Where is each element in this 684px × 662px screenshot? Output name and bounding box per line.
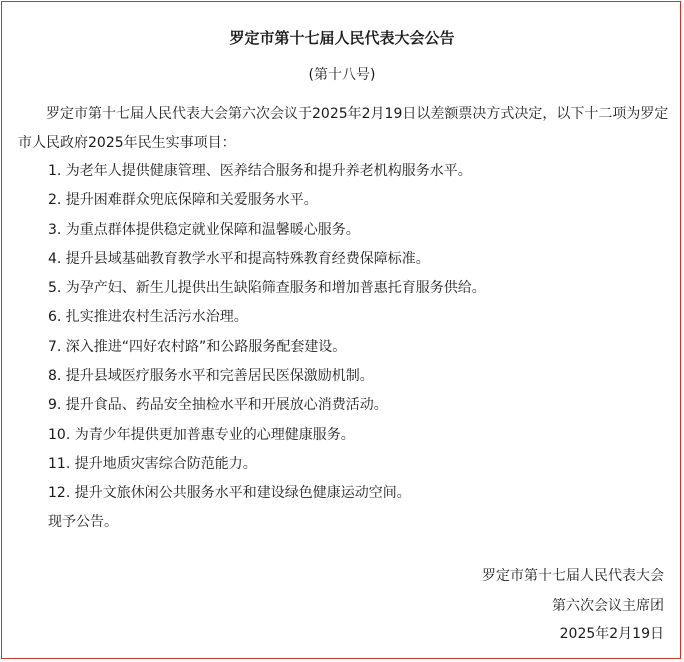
signature-presidium: 第六次会议主席团	[552, 598, 664, 614]
signature-date: 2025年2月19日	[559, 626, 664, 642]
project-item: 9. 提升食品、药品安全抽检水平和开展放心消费活动。	[48, 397, 388, 414]
project-item: 7. 深入推进“四好农村路”和公路服务配套建设。	[48, 338, 347, 355]
project-list	[48, 157, 486, 509]
project-item: 3. 为重点群体提供稳定就业保障和温馨暖心服务。	[48, 221, 360, 238]
project-item: 12. 提升文旅休闲公共服务水平和建设绿色健康运动空间。	[48, 485, 411, 502]
project-item: 6. 扎实推进农村生活污水治理。	[48, 309, 248, 326]
notice-title: 罗定市第十七届人民代表大会公告	[229, 29, 455, 47]
project-item: 11. 提升地质灾害综合防范能力。	[48, 455, 257, 472]
signature-org: 罗定市第十七届人民代表大会	[482, 568, 664, 584]
project-item: 10. 为青少年提供更加普惠专业的心理健康服务。	[48, 426, 355, 443]
notice-closing: 现予公告。	[48, 514, 118, 530]
project-item: 1. 为老年人提供健康管理、医养结合服务和提升养老机构服务水平。	[48, 163, 472, 179]
project-item: 8. 提升县域医疗服务水平和完善居民医保激励机制。	[48, 368, 374, 385]
notice-intro: 罗定市第十七届人民代表大会第六次会议于2025年2月19日以差额票决方式决定，以下十二项为罗定市人民政府2025年民生实事项目：	[18, 106, 669, 151]
notice-number: (第十八号)	[308, 67, 376, 83]
project-item: 5. 为孕产妇、新生儿提供出生缺陷筛查服务和增加普惠托育服务供给。	[48, 280, 486, 297]
project-item: 4. 提升县域基础教育教学水平和提高特殊教育经费保障标准。	[48, 250, 430, 267]
project-item: 2. 提升困难群众兜底保障和关爱服务水平。	[48, 192, 318, 209]
